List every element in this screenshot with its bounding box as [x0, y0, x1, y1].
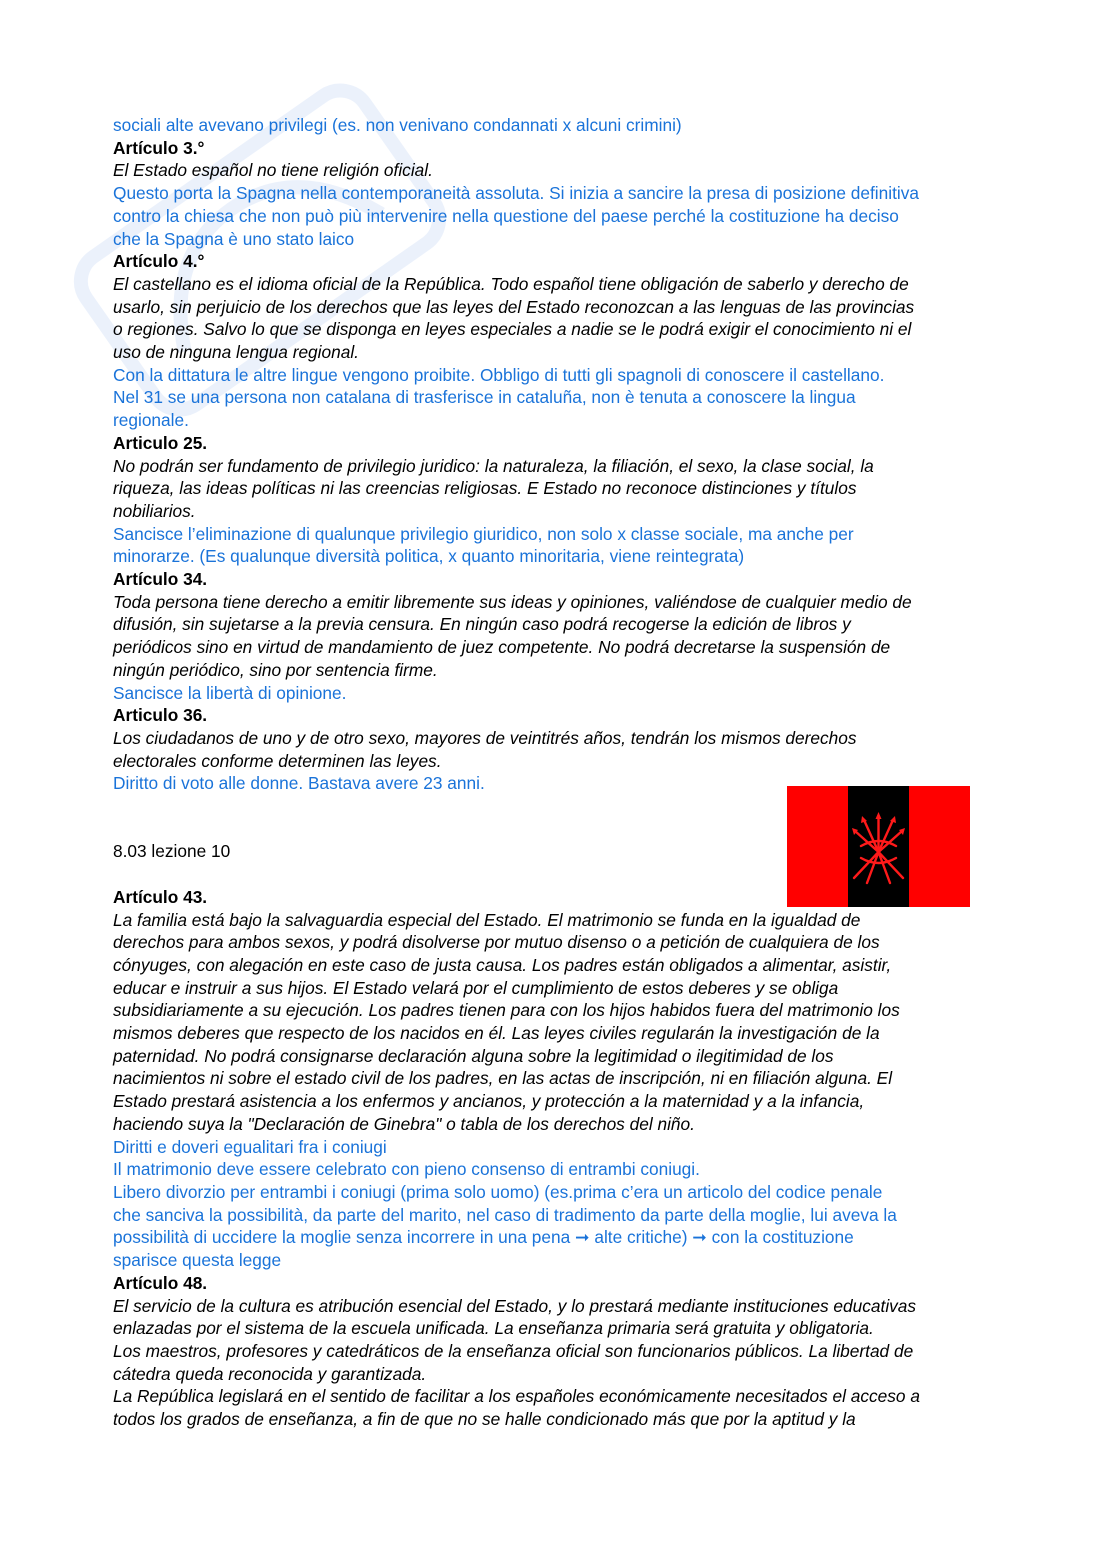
- spanish-text-line: cónyuges, con alegación en este caso de justa causa. Los padres están obligados a alimentar, asistir,: [113, 954, 892, 975]
- spanish-text-line: Toda persona tiene derecho a emitir libremente sus ideas y opiniones, valiéndose de cualquier medio de: [113, 591, 912, 612]
- italian-note-line: sparisce questa legge: [113, 1250, 282, 1271]
- article-heading: Articulo 25.: [113, 432, 208, 453]
- italian-note-line: Il matrimonio deve essere celebrato con pieno consenso di entrambi coniugi.: [113, 1159, 700, 1180]
- article-heading: Artículo 34.: [113, 569, 208, 590]
- spanish-text-line: No podrán ser fundamento de privilegio juridico: la naturaleza, la filiación, el sexo, la clase social, la: [113, 455, 874, 476]
- spanish-text-line: difusión, sin sujetarse a la previa censura. En ningún caso podrá recogerse la edición de libros y: [113, 614, 851, 635]
- italian-note-line: possibilità di uccidere la moglie senza incorrere in una pena ➞ alte critiche) ➞ con la costituzione: [113, 1227, 854, 1248]
- spanish-text-line: El servicio de la cultura es atribución esencial del Estado, y lo prestará mediante instituciones educativas: [113, 1295, 917, 1316]
- spanish-text-line: educar e instruir a sus hijos. El Estado velará por el cumplimiento de estos deberes y se obliga: [113, 977, 839, 998]
- spanish-text-line: El Estado español no tiene religión oficial.: [113, 160, 433, 181]
- article-heading: Artículo 4.°: [113, 251, 205, 272]
- article-heading: Articulo 36.: [113, 705, 208, 726]
- italian-note-line: contro la chiesa che non può più intervenire nella questione del paese perché la costituzione ha deciso: [113, 205, 899, 226]
- italian-note-line: Questo porta la Spagna nella contemporaneità assoluta. Si inizia a sancire la presa di posizione definitiva: [113, 183, 919, 204]
- spanish-text-line: subsidiariamente a su ejecución. Los padres tienen para con los hijos habidos fuera del matrimonio los: [113, 1000, 900, 1021]
- spanish-text-line: El castellano es el idioma oficial de la República. Todo español tiene obligación de saberlo y derecho de: [113, 273, 909, 294]
- spanish-text-line: riqueza, las ideas políticas ni las creencias religiosas. E Estado no reconoce distinciones y títulos: [113, 478, 857, 499]
- article-heading: Artículo 3.°: [113, 137, 205, 158]
- spanish-text-line: cátedra queda reconocida y garantizada.: [113, 1363, 427, 1384]
- page-body: [113, 114, 1013, 1431]
- spanish-text-line: periódicos sino en virtud de mandamiento de juez competente. No podrá decretarse la suspensión de: [113, 637, 891, 658]
- spanish-text-line: enlazadas por el sistema de la escuela unificada. La enseñanza primaria será gratuita y obligatoria.: [113, 1318, 874, 1339]
- spanish-text-line: electorales conforme determinen las leyes.: [113, 750, 442, 771]
- italian-note-line: Nel 31 se una persona non catalana di trasferisce in cataluña, non è tenuta a conoscere la lingua: [113, 387, 856, 408]
- spanish-text-line: nobiliarios.: [113, 500, 196, 521]
- italian-note-line: sociali alte avevano privilegi (es. non venivano condannati x alcuni crimini): [113, 115, 682, 135]
- flag-left-band: [787, 786, 848, 907]
- spanish-text-line: mismos deberes que respecto de los nacidos en él. Las leyes civiles regularán la investigación de la: [113, 1023, 880, 1044]
- spanish-text-line: La familia está bajo la salvaguardia especial del Estado. El matrimonio se funda en la igualdad de: [113, 909, 861, 930]
- spanish-text-line: derechos para ambos sexos, y podrá disolverse por mutuo disenso o a petición de cualquiera de los: [113, 932, 880, 953]
- spanish-text-line: ningún periódico, sino por sentencia firme.: [113, 659, 438, 680]
- lesson-date: 8.03 lezione 10: [113, 841, 231, 862]
- italian-note-line: regionale.: [113, 410, 189, 431]
- spanish-text-line: todos los grados de enseñanza, a fin de que no se halle condicionado más que por la aptitud y la: [113, 1409, 856, 1430]
- italian-note-line: minorarze. (Es qualunque diversità politica, x quanto minoritaria, viene reintegrata): [113, 546, 745, 567]
- spanish-text-line: La República legislará en el sentido de facilitar a los españoles económicamente necesitados el acceso a: [113, 1386, 920, 1407]
- italian-note-line: Sancisce l’eliminazione di qualunque privilegio giuridico, non solo x classe sociale, ma anche per: [113, 523, 854, 544]
- flag-right-band: [909, 786, 970, 907]
- article-heading: Artículo 43.: [113, 886, 208, 907]
- italian-note-line: Libero divorzio per entrambi i coniugi (prima solo uomo) (es.prima c’era un articolo del codice penale: [113, 1182, 883, 1202]
- italian-note-line: Diritto di voto alle donne. Bastava avere 23 anni.: [113, 773, 485, 794]
- spanish-text-line: nacimientos ni sobre el estado civil de los padres, en las actas de inscripción, ni en filiación alguna. El: [113, 1068, 893, 1089]
- falange-flag-image: [787, 786, 970, 907]
- italian-note-line: che la Spagna è uno stato laico: [113, 228, 355, 249]
- spanish-text-line: Los ciudadanos de uno y de otro sexo, mayores de veintitrés años, tendrán los mismos derechos: [113, 727, 857, 748]
- italian-note-line: che sanciva la possibilità, da parte del marito, nel caso di tradimento da parte della moglie, lui aveva la: [113, 1204, 897, 1225]
- article-heading: Artículo 48.: [113, 1272, 208, 1293]
- italian-note-line: Sancisce la libertà di opinione.: [113, 682, 347, 703]
- spanish-text-line: uso de ninguna lengua regional.: [113, 342, 359, 363]
- spanish-text-line: Estado prestará asistencia a los enfermos y ancianos, y protección a la maternidad y a la infancia,: [113, 1091, 865, 1112]
- italian-note-line: Con la dittatura le altre lingue vengono proibite. Obbligo di tutti gli spagnoli di conoscere il castellano.: [113, 364, 885, 385]
- spanish-text-line: paternidad. No podrá consignarse declaración alguna sobre la legitimidad o ilegitimidad de los: [113, 1045, 834, 1066]
- spanish-text-line: haciendo suya la "Declaración de Ginebra" o tabla de los derechos del niño.: [113, 1113, 695, 1134]
- spanish-text-line: Los maestros, profesores y catedráticos de la enseñanza oficial son funcionarios públicos. La libertad de: [113, 1340, 914, 1361]
- spanish-text-line: o regiones. Salvo lo que se disponga en leyes especiales a nadie se le podrá exigir el conocimiento ni el: [113, 319, 912, 340]
- italian-note-line: Diritti e doveri egualitari fra i coniugi: [113, 1136, 387, 1157]
- spanish-text-line: usarlo, sin perjuicio de los derechos que las leyes del Estado reconozcan a las lenguas de las provincias: [113, 296, 915, 317]
